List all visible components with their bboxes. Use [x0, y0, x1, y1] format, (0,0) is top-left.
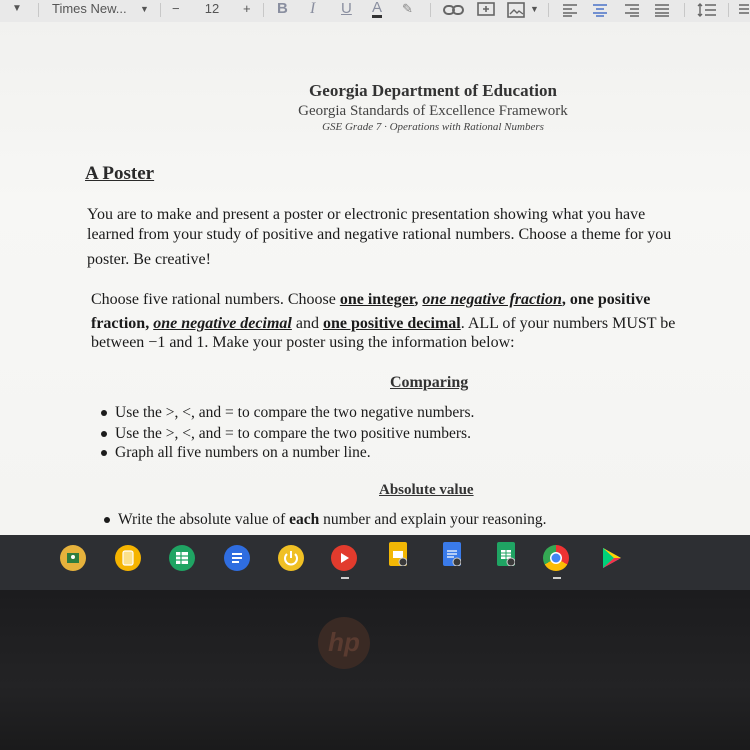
divider [263, 3, 264, 17]
taskbar-shelf [0, 535, 750, 590]
header-grade: GSE Grade 7 · Operations with Rational Numbers [322, 121, 544, 133]
sheets-icon[interactable] [169, 545, 195, 571]
bullet-icon [101, 431, 107, 437]
align-center-icon[interactable] [592, 0, 608, 20]
classroom-icon[interactable] [60, 545, 86, 571]
power-icon[interactable] [278, 545, 304, 571]
bullet-icon [101, 450, 107, 456]
absolute-value-heading: Absolute value [379, 482, 474, 498]
choose-text: . ALL of your numbers MUST be [460, 315, 676, 332]
insert-comment-icon[interactable] [477, 0, 495, 20]
keep-icon[interactable] [115, 545, 141, 571]
running-indicator [341, 577, 349, 579]
list-item-text: number and explain your reasoning. [319, 511, 547, 528]
document-heading: A Poster [85, 163, 155, 184]
chrome-icon[interactable] [543, 545, 569, 571]
list-item [104, 510, 547, 529]
list-item-text: Write the absolute value of [118, 511, 290, 528]
laptop-bezel [0, 590, 750, 750]
chevron-down-icon[interactable]: ▼ [140, 4, 149, 14]
running-indicator [553, 577, 561, 579]
insert-link-icon[interactable] [443, 0, 465, 20]
font-size-field[interactable]: 12 [204, 1, 220, 16]
header-title: Georgia Department of Education [309, 81, 557, 100]
list-item-text: Graph all five numbers on a number line. [115, 444, 371, 461]
hp-logo: hp [318, 617, 370, 669]
text-color-button[interactable]: A [372, 0, 383, 16]
underline-button[interactable]: U [341, 0, 352, 17]
list-item-text: Use the >, <, and = to compare the two negative numbers. [115, 404, 475, 421]
one-negative-fraction-text: one negative fraction [422, 291, 562, 308]
play-store-icon[interactable] [598, 545, 624, 571]
divider [548, 3, 549, 17]
align-right-icon[interactable] [624, 0, 640, 20]
align-justify-icon[interactable] [654, 0, 670, 20]
highlight-pen-icon[interactable]: ✎ [402, 1, 413, 16]
list-item-text: each [289, 511, 320, 528]
docs-file-icon[interactable] [443, 542, 461, 566]
line-spacing-icon[interactable] [697, 0, 717, 20]
divider [430, 3, 431, 17]
slides-file-icon[interactable] [389, 542, 407, 566]
one-integer-text: one integer [339, 291, 415, 308]
choose-line-3: between −1 and 1. Make your poster using the information below: [91, 334, 515, 351]
divider [160, 3, 161, 17]
one-negative-decimal-text: one negative decimal [153, 315, 292, 332]
divider [38, 3, 39, 17]
list-item-text: Use the >, <, and = to compare the two positive numbers. [115, 425, 471, 442]
menu-caret-icon[interactable]: ▼ [12, 3, 22, 14]
bullet-icon [101, 410, 107, 416]
list-item [101, 443, 371, 462]
choose-text: , one positive [561, 291, 651, 308]
formatting-toolbar [0, 0, 750, 23]
list-item [101, 403, 474, 422]
more-icon[interactable] [738, 0, 750, 20]
comparing-heading: Comparing [390, 374, 469, 391]
choose-text: fraction, [91, 315, 154, 332]
divider [728, 3, 729, 17]
intro-line: poster. Be creative! [87, 251, 211, 268]
chevron-down-icon[interactable]: ▼ [530, 4, 539, 14]
header-subtitle: Georgia Standards of Excellence Framework [298, 103, 568, 119]
choose-text: , [414, 291, 423, 308]
align-left-icon[interactable] [562, 0, 578, 20]
sheets-file-icon[interactable] [497, 542, 515, 566]
font-family-select[interactable]: Times New... [52, 1, 127, 16]
list-item [101, 424, 471, 443]
decrease-font-size-button[interactable]: − [172, 1, 180, 16]
one-positive-decimal-text: one positive decimal [322, 315, 461, 332]
docs-icon[interactable] [224, 545, 250, 571]
choose-line-1 [91, 290, 650, 309]
italic-button[interactable]: I [310, 0, 316, 17]
divider [684, 3, 685, 17]
bold-button[interactable]: B [277, 0, 288, 17]
insert-image-icon[interactable] [507, 0, 525, 20]
intro-line: You are to make and present a poster or electronic presentation showing what you have [87, 206, 646, 223]
bullet-icon [104, 517, 110, 523]
youtube-icon[interactable] [331, 545, 357, 571]
intro-line: learned from your study of positive and negative rational numbers. Choose a theme for you [87, 226, 672, 243]
choose-line-2 [91, 314, 675, 333]
choose-text: Choose five rational numbers. Choose [91, 291, 340, 308]
increase-font-size-button[interactable]: + [243, 1, 251, 16]
choose-text: and [291, 315, 323, 332]
document-page[interactable] [0, 22, 750, 535]
